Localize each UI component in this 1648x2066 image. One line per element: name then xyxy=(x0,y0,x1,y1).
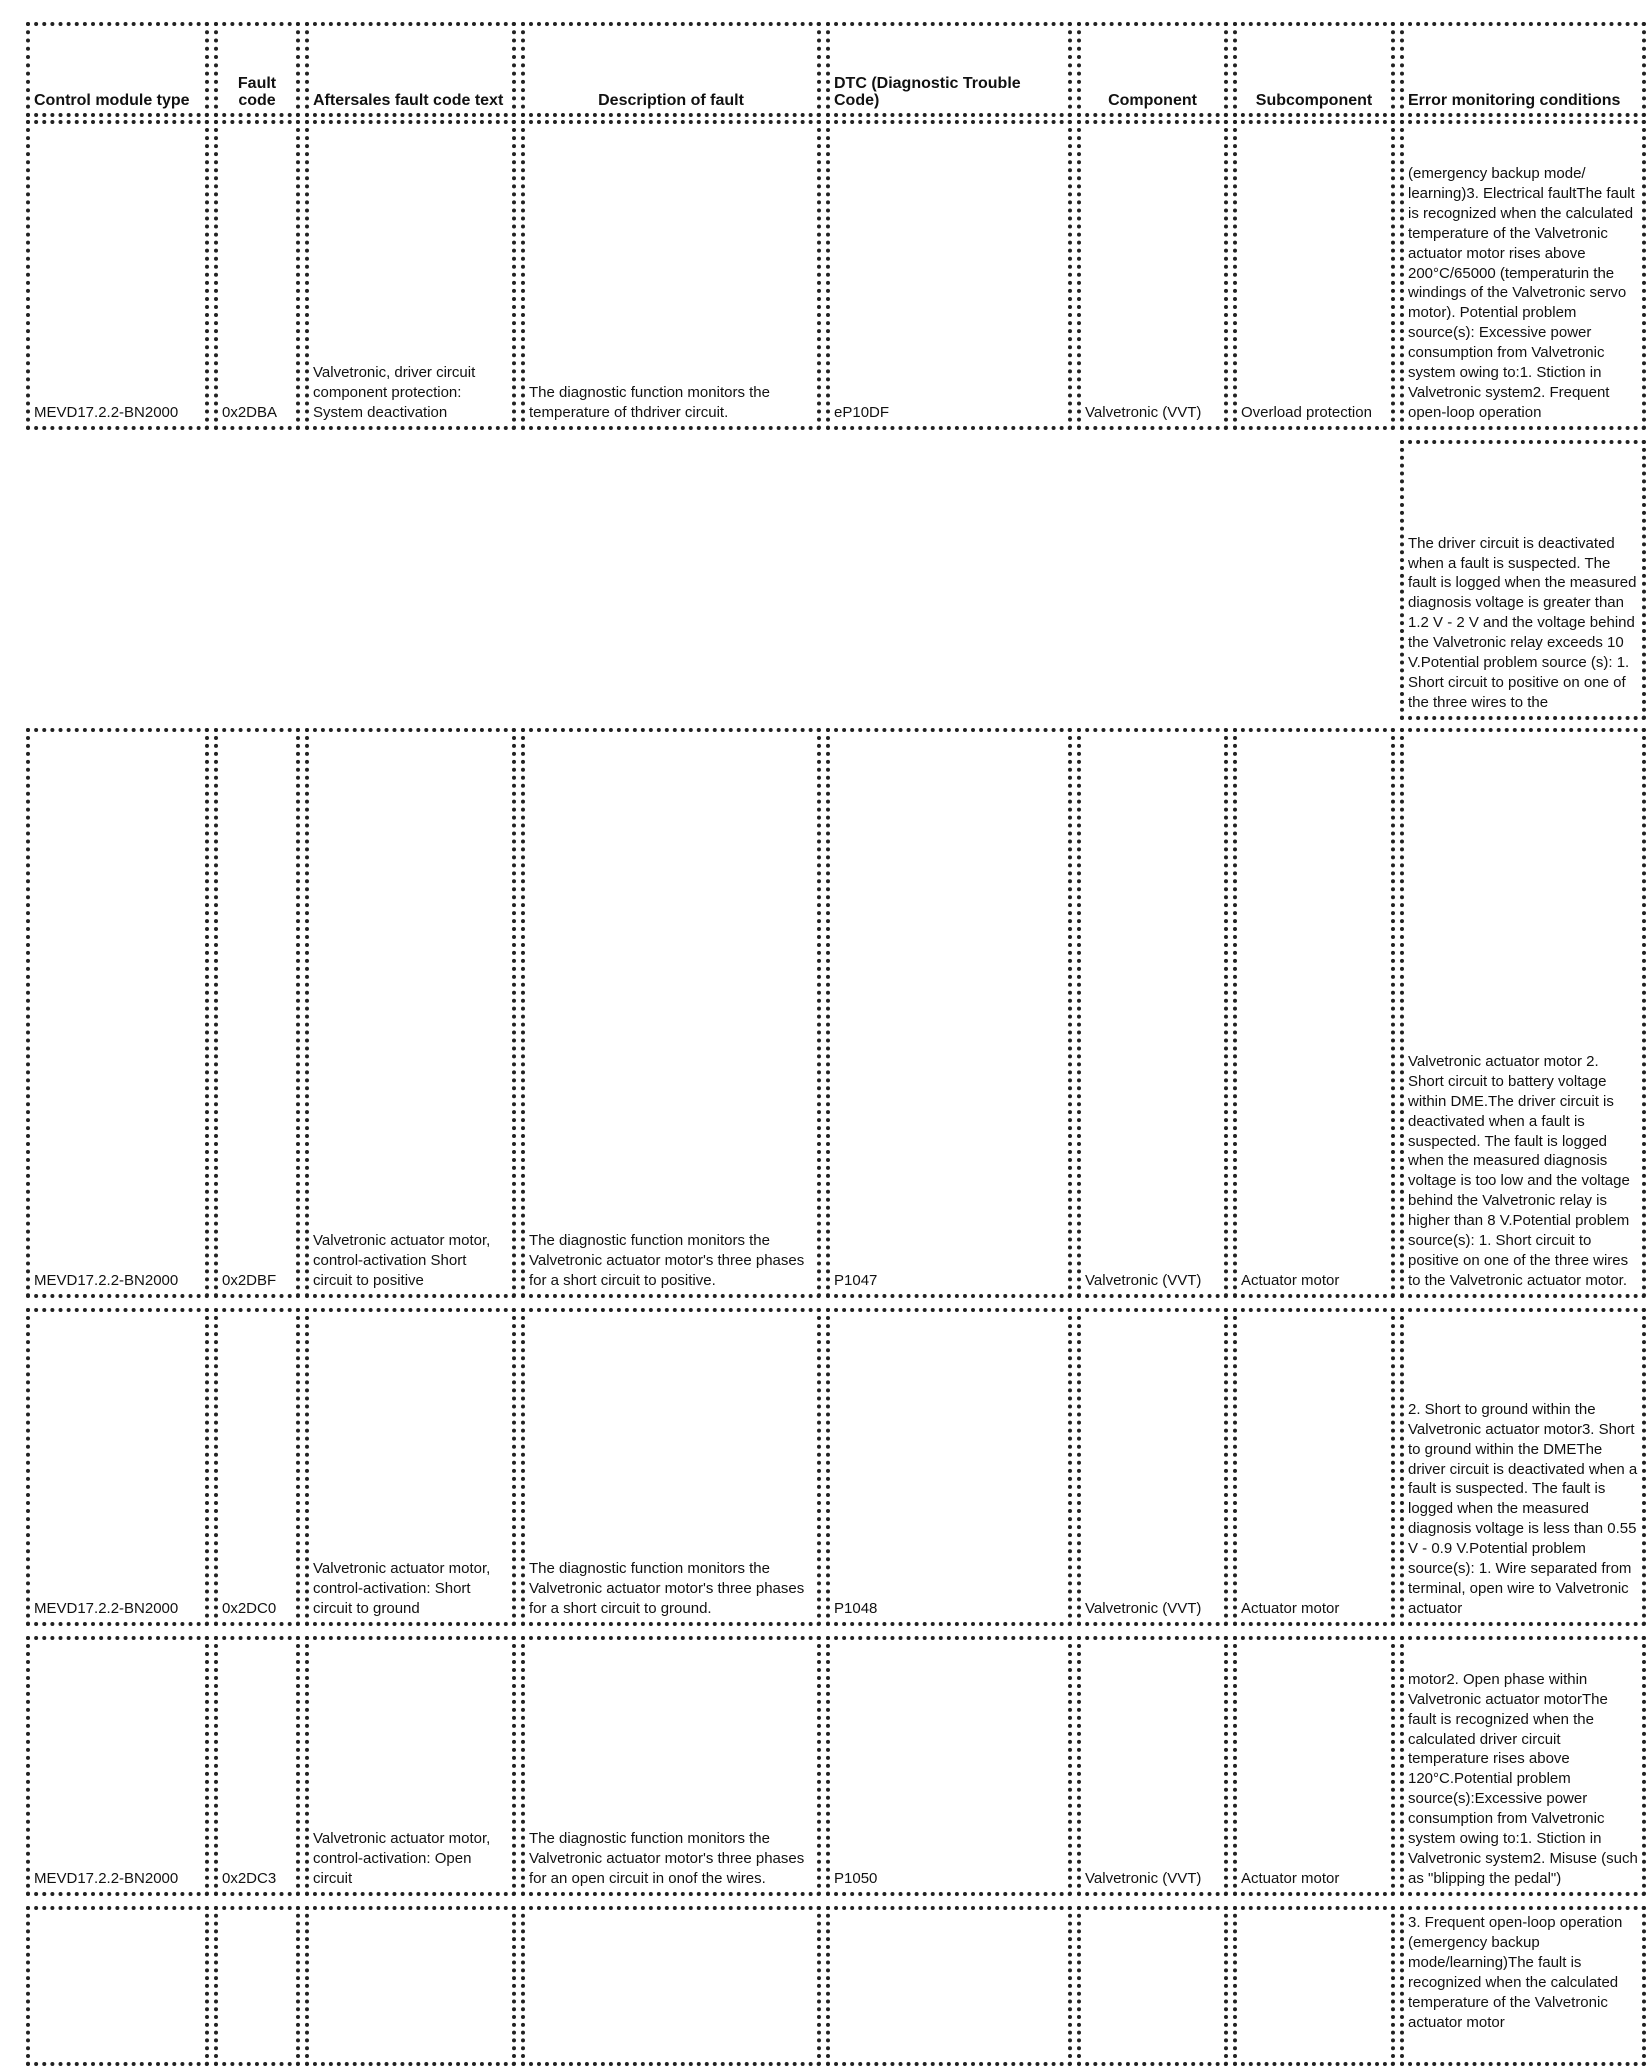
cell-subcomponent: Actuator motor xyxy=(1233,1636,1395,1896)
cell-subcomponent xyxy=(1233,1906,1395,2066)
cell-aftersales-text: Valvetronic actuator motor, control-activation Short circuit to positive xyxy=(305,728,516,1298)
cell-dtc: P1050 xyxy=(826,1636,1072,1896)
cell-subcomponent: Overload protection xyxy=(1233,120,1395,430)
cell-error-conditions-continued: The driver circuit is deactivated when a fault is suspected. The fault is logged when the measured diagnosis voltage is greater than 1.2 V - 2 V and the voltage behind the Valvetronic relay exceeds 10 V.Potential problem source (s): 1. Short circuit to positive on one of the three wires to the xyxy=(1400,440,1646,720)
header-description: Description of fault xyxy=(521,22,821,117)
cell-module: MEVD17.2.2-BN2000 xyxy=(26,728,209,1298)
cell-error-conditions: motor2. Open phase within Valvetronic actuator motorThe fault is recognized when the calculated driver circuit temperature rises above 120°C.Potential problem source(s):Excessive power consumption from Valvetronic system owing to:1. Stiction in Valvetronic system2. Misuse (such as "blipping the pedal") xyxy=(1400,1636,1646,1896)
cell-fault-code: 0x2DBA xyxy=(214,120,300,430)
cell-dtc: P1048 xyxy=(826,1308,1072,1626)
cell-module xyxy=(26,1906,209,2066)
cell-aftersales-text xyxy=(305,1906,516,2066)
header-control-module-type: Control module type xyxy=(26,22,209,117)
header-fault-code: Fault code xyxy=(214,22,300,117)
cell-component: Valvetronic (VVT) xyxy=(1077,728,1228,1298)
cell-dtc xyxy=(826,1906,1072,2066)
cell-description: The diagnostic function monitors the Valvetronic actuator motor's three phases for a short circuit to positive. xyxy=(521,728,821,1298)
cell-component xyxy=(1077,1906,1228,2066)
header-error-conditions: Error monitoring conditions xyxy=(1400,22,1646,117)
header-component: Component xyxy=(1077,22,1228,117)
cell-description xyxy=(521,1906,821,2066)
cell-aftersales-text: Valvetronic, driver circuit component protection: System deactivation xyxy=(305,120,516,430)
cell-fault-code: 0x2DC0 xyxy=(214,1308,300,1626)
header-aftersales-text: Aftersales fault code text xyxy=(305,22,516,117)
cell-aftersales-text: Valvetronic actuator motor, control-activation: Open circuit xyxy=(305,1636,516,1896)
cell-error-conditions: 2. Short to ground within the Valvetronic actuator motor3. Short to ground within the DMEThe driver circuit is deactivated when a fault is suspected. The fault is logged when the measured diagnosis voltage is less than 0.55 V - 0.9 V.Potential problem source(s): 1. Wire separated from terminal, open wire to Valvetronic actuator xyxy=(1400,1308,1646,1626)
cell-subcomponent: Actuator motor xyxy=(1233,728,1395,1298)
cell-dtc: P1047 xyxy=(826,728,1072,1298)
cell-description: The diagnostic function monitors the Valvetronic actuator motor's three phases for a short circuit to ground. xyxy=(521,1308,821,1626)
cell-module: MEVD17.2.2-BN2000 xyxy=(26,120,209,430)
cell-module: MEVD17.2.2-BN2000 xyxy=(26,1636,209,1896)
cell-error-conditions: 3. Frequent open-loop operation (emergency backup mode/learning)The fault is recognized when the calculated temperature of the Valvetronic actuator motor xyxy=(1400,1906,1646,2066)
header-dtc: DTC (Diagnostic Trouble Code) xyxy=(826,22,1072,117)
cell-fault-code: 0x2DBF xyxy=(214,728,300,1298)
cell-module: MEVD17.2.2-BN2000 xyxy=(26,1308,209,1626)
cell-component: Valvetronic (VVT) xyxy=(1077,120,1228,430)
cell-subcomponent: Actuator motor xyxy=(1233,1308,1395,1626)
cell-dtc: eP10DF xyxy=(826,120,1072,430)
cell-aftersales-text: Valvetronic actuator motor, control-activation: Short circuit to ground xyxy=(305,1308,516,1626)
cell-error-conditions: Valvetronic actuator motor 2. Short circuit to battery voltage within DME.The driver circuit is deactivated when a fault is suspected. The fault is logged when the measured diagnosis voltage is too low and the voltage behind the Valvetronic relay is higher than 8 V.Potential problem source(s): 1. Short circuit to positive on one of the three wires to the Valvetronic actuator motor. xyxy=(1400,728,1646,1298)
cell-description: The diagnostic function monitors the Valvetronic actuator motor's three phases for an open circuit in onof the wires. xyxy=(521,1636,821,1896)
cell-component: Valvetronic (VVT) xyxy=(1077,1308,1228,1626)
cell-fault-code xyxy=(214,1906,300,2066)
cell-error-conditions: (emergency backup mode/ learning)3. Electrical faultThe fault is recognized when the calculated temperature of the Valvetronic actuator motor rises above 200°C/65000 (temperaturin the windings of the Valvetronic servo motor). Potential problem source(s): Excessive power consumption from Valvetronic system owing to:1. Stiction in Valvetronic system2. Frequent open-loop operation xyxy=(1400,120,1646,430)
header-subcomponent: Subcomponent xyxy=(1233,22,1395,117)
cell-description: The diagnostic function monitors the temperature of thdriver circuit. xyxy=(521,120,821,430)
cell-component: Valvetronic (VVT) xyxy=(1077,1636,1228,1896)
cell-fault-code: 0x2DC3 xyxy=(214,1636,300,1896)
